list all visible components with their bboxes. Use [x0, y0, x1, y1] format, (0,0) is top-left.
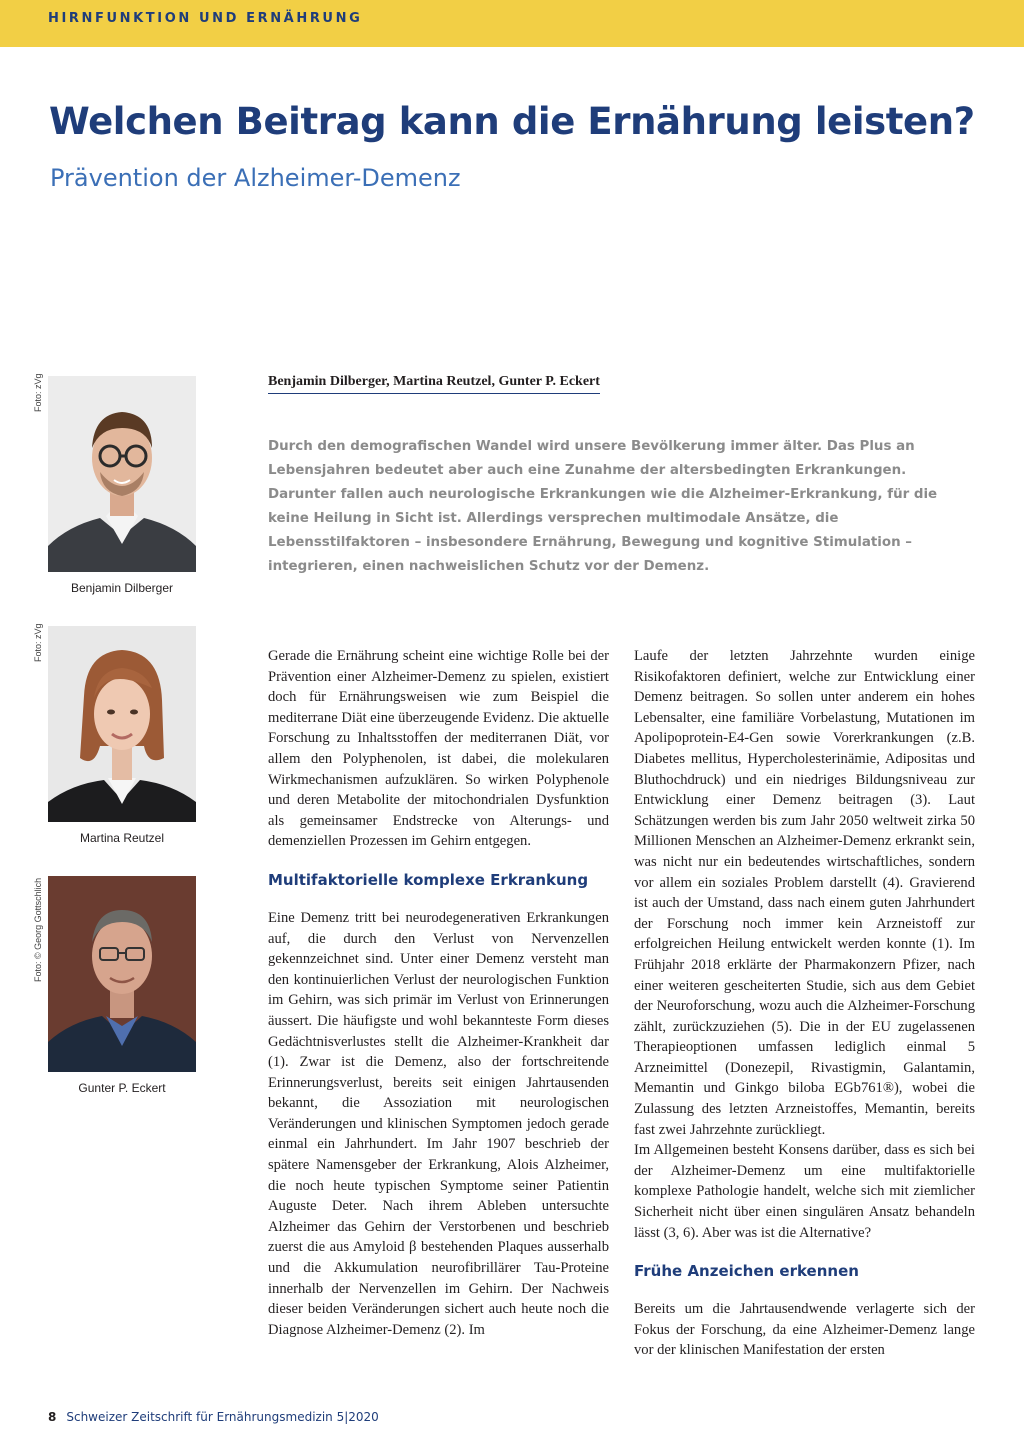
photo-credit: Foto: zVg: [33, 373, 43, 412]
page-number: 8: [48, 1410, 57, 1424]
photo-credit: Foto: © Georg Gottschlich: [33, 877, 43, 982]
author-caption-reutzel: Martina Reutzel: [79, 831, 165, 845]
body-paragraph: Bereits um die Jahrtausendwende verlagerte sich der Fokus der Forschung, da eine Alzheimer-Demenz lange vor der klinischen Manifestation der ersten: [634, 1301, 975, 1359]
author-caption-eckert: Gunter P. Eckert: [78, 1081, 166, 1095]
journal-name: Schweizer Zeitschrift für Ernährungsmedizin 5|2020: [66, 1410, 379, 1424]
article-authors: Benjamin Dilberger, Martina Reutzel, Gunter P. Eckert: [268, 374, 600, 394]
section-heading: Frühe Anzeichen erkennen: [634, 1262, 859, 1281]
section-heading: Multifaktorielle komplexe Erkrankung: [268, 870, 589, 889]
author-caption-dilberger: Benjamin Dilberger: [70, 581, 174, 595]
article-subtitle: Prävention der Alzheimer-Demenz: [50, 164, 461, 192]
body-paragraph: Gerade die Ernährung scheint eine wichtige Rolle bei der Prävention einer Alzheimer-Demenz zu spielen, existiert doch für Ernährungsweisen wie zum Beispiel die mediterrane Diät eine überzeugende Evidenz. Die aktuelle Forschung zu Inhaltsstoffen der mediterranen Diät, vor allem den Polyphenolen, ist dabei, die molekularen Wirkmechanismen aufzuklären. So wirken Polyphenole und deren Metabolite der mitochondrialen Dysfunktion als gemeinsamer Endstrecke von Alterungs- und demenziellen Prozessen im Gehirn entgegen.: [268, 648, 609, 850]
article-title: Welchen Beitrag kann die Ernährung leisten?: [49, 100, 975, 143]
body-paragraph: Im Allgemeinen besteht Konsens darüber, dass es sich bei der Alzheimer-Demenz um eine multifaktorielle komplexe Pathologie handelt, welche sich mit ziemlicher Sicherheit nicht über einen singulären Ansatz behandeln lässt (3, 6). Aber was ist die Alternative?: [634, 1142, 975, 1241]
body-paragraph: Eine Demenz tritt bei neurodegenerativen Erkrankungen auf, die durch den Verlust von Nervenzellen gekennzeichnet sind. Unter einer Demenz versteht man den kontinuierlichen Verlust der neurologischen Funktion im Gehirn, was sich primär im Verlust von Erinnerungen äussert. Die häufigste und wohl bekannteste Form dieses Gedächtnisverlustes stellt die Alzheimer-Krankheit dar (1). Zwar ist die Demenz, also der fortschreitende Erinnerungsverlust, bereits seit einigen Jahrtausenden bekannt, die Assoziation mit neurologischen Veränderungen und klinischen Symptomen jedoch gerade einmal ein Jahrhundert. Im Jahr 1907 beschrieb der spätere Namensgeber der Erkrankung, Alois Alzheimer, die noch heute typischen Symptome seiner Patientin Auguste Deter. Nach ihrem Ableben untersuchte Alzheimer das Gehirn der Verstorbenen und beschrieb zuerst die aus Amyloid β bestehenden Plaques ausserhalb und die Akkumulation neurofibrillärer Tau-Proteine innerhalb der Nervenzellen im Gehirn. Der Nachweis dieser beiden Veränderungen sichert auch heute noch die Diagnose Alzheimer-Demenz (2). Im: [268, 909, 609, 1338]
page-footer: [48, 1410, 379, 1424]
body-paragraph: Laufe der letzten Jahrzehnte wurden einige Risikofaktoren definiert, welche zur Entwicklung einer Demenz beitragen. So sollen unter anderem ein hohes Lebensalter, eine familiäre Vorbelastung, Mutationen im Apolipoprotein-E4-Gen sowie Vorerkrankungen (z.B. Diabetes mellitus, Hypercholesterinämie, Adipositas und Bluthochdruck) und ein niedriges Bildungsniveau zur Entwicklung einer Demenz beitragen (3). Laut Schätzungen werden bis zum Jahr 2050 weltweit zirka 50 Millionen Menschen an Alzheimer-Demenz erkrankt sein, was nicht nur ein bedeutendes wirtschaftliches, sondern vor allem ein soziales Problem darstellt (4). Gravierend ist auch der Umstand, dass nach einem guten Jahrhundert der Forschung noch immer kein Arzneistoff zur erfolgreichen Heilung entwickelt werden konnte (1). Im Frühjahr 2018 erklärte der Pharmakonzern Pfizer, nach einer weiteren gescheiterten Studie, sich aus dem Gebiet der Neuroforschung, wozu auch die Alzheimer-Forschung zählt, zurückzuziehen (5). Die in der EU zugelassenen Therapieoptionen umfassen lediglich einmal 5 Arzneimittel (Donezepil, Rivastigmin, Galantamin, Memantin und Ginkgo biloba EGb761®), wobei die Zulassung des letzten Arzneistoffes, Memantin, bereits fast zwei Jahrzehnte zurückliegt.: [634, 648, 975, 1138]
section-label: HIRNFUNKTION UND ERNÄHRUNG: [48, 11, 363, 26]
author-photo-eckert: [48, 876, 196, 1072]
article-lead: Durch den demografischen Wandel wird unsere Bevölkerung immer älter. Das Plus an Lebensjahren bedeutet aber auch eine Zunahme der altersbedingten Erkrankungen. Darunter fallen auch neurologische Erkrankungen wie die Alzheimer-Erkrankung, für die keine Heilung in Sicht ist. Allerdings versprechen multimodale Ansätze, die Lebensstilfaktoren – insbesondere Ernährung, Bewegung und kognitive Stimulation – integrieren, einen nachweislichen Schutz vor der Demenz.: [268, 439, 938, 574]
body-column-left: [268, 646, 609, 1340]
author-photo-dilberger: [48, 376, 196, 572]
section-header-bar: [0, 0, 1024, 47]
author-photo-reutzel: [48, 626, 196, 822]
photo-credit: Foto: zVg: [33, 623, 43, 662]
body-column-right: [634, 646, 975, 1361]
